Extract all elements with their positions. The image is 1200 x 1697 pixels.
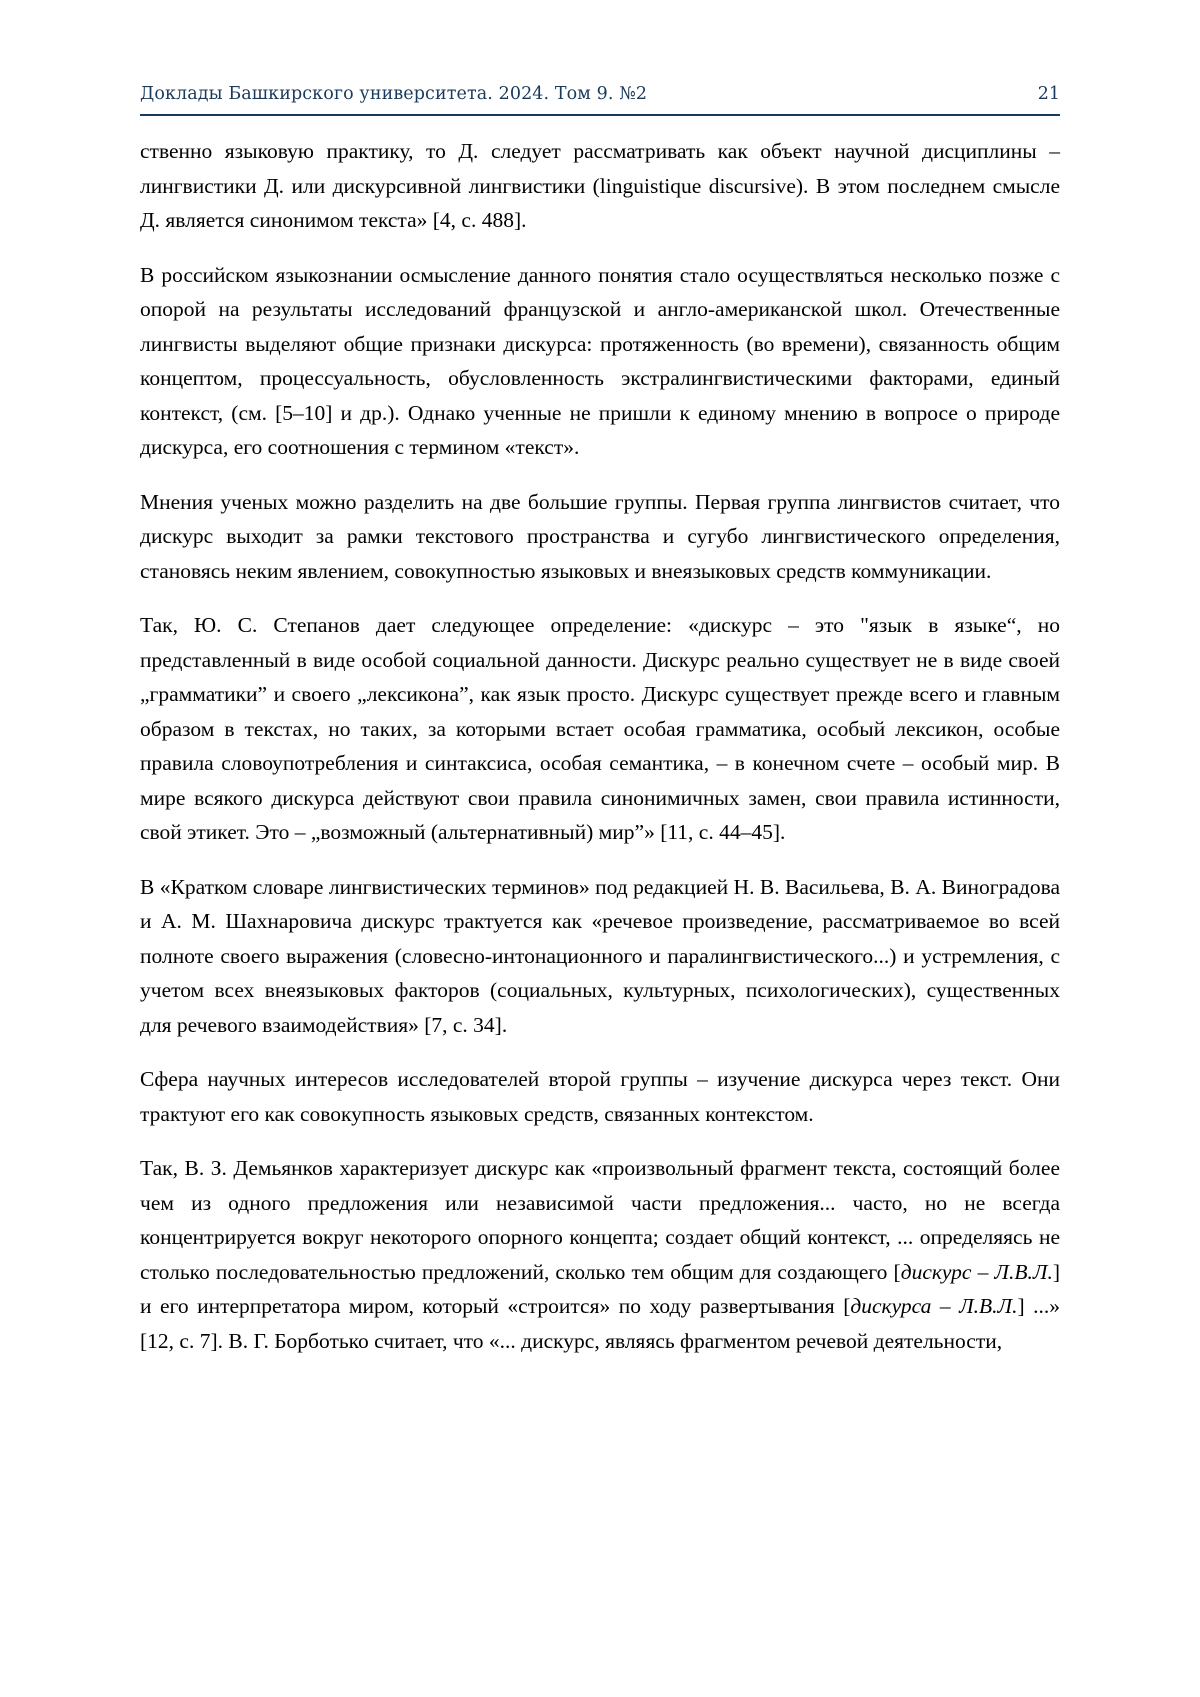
page-number: 21: [1037, 84, 1060, 104]
paragraph: ственно языковую практику, то Д. следует рассматривать как объект научной дисциплины – лингвистики Д. или дискурсивной лингвистики (linguistique discursive). В этом последнем смысле Д. является синонимом текста» [4, с. 488].: [140, 139, 1060, 232]
paragraph: Сфера научных интересов исследователей второй группы – изучение дискурса через текст. Они трактуют его как совокупность языковых средств, связанных контекстом.: [140, 1067, 1060, 1126]
citation-text-part-3: ] ...» [12, с. 7]. В. Г. Борботько считает, что «... дискурс, являясь фрагментом речевой деятельности,: [140, 1294, 1060, 1353]
paragraph: Так, Ю. С. Степанов дает следующее определение: «дискурс – это "язык в языке“, но представленный в виде особой социальной данности. Дискурс реально существует не в виде своей „грамматики” и своего „лексикона”, как язык просто. Дискурс существует прежде всего и главным образом в текстах, но таких, за которыми встает особая грамматика, особый лексикон, особые правила словоупотребления и синтаксиса, особая семантика, – в конечном счете – особый мир. В мире всякого дискурса действуют свои правила синонимичных замен, свои правила истинности, свой этикет. Это – „возможный (альтернативный) мир”» [11, с. 44–45].: [140, 613, 1060, 844]
header-divider: [140, 114, 1060, 116]
journal-title: Доклады Башкирского университета. 2024. Том 9. №2: [140, 84, 648, 104]
page-header: [140, 84, 1060, 104]
citation-attribution-1: дискурс – Л.В.Л.: [900, 1259, 1053, 1284]
paragraph: В «Кратком словаре лингвистических терминов» под редакцией Н. В. Васильева, В. А. Виноградова и А. М. Шахнаровича дискурс трактуется как «речевое произведение, рассматриваемое во всей полноте своего выражения (словесно-интонационного и паралингвистического...) и устремления, с учетом всех внеязыковых факторов (социальных, культурных, психологических), существенных для речевого взаимодействия» [7, с. 34].: [140, 874, 1060, 1037]
citation-text-part-1: Так, В. З. Демьянков характеризует дискурс как «произвольный фрагмент текста, состоящий более чем из одного предложения или независимой части предложения... часто, но не всегда концентрируется вокруг некоторого опорного концепта; создает общий контекст, ... определяясь не столько последовательностью предложений, сколько тем общим для создающего [: [140, 1156, 1060, 1284]
paragraph: Мнения ученых можно разделить на две большие группы. Первая группа лингвистов считает, что дискурс выходит за рамки текстового пространства и сугубо лингвистического определения, становясь неким явлением, совокупностью языковых и внеязыковых средств коммуникации.: [140, 489, 1060, 583]
paragraph: В российском языкознании осмысление данного понятия стало осуществляться несколько позже с опорой на результаты исследований французской и англо-американской школ. Отечественные лингвисты выделяют общие признаки дискурса: протяженность (во времени), связанность общим концептом, процессуальность, обусловленность экстралингвистическими факторами, единый контекст, (см. [5–10] и др.). Однако ученные не пришли к единому мнению в вопросе о природе дискурса, его соотношения с термином «текст».: [140, 262, 1060, 459]
paragraph-with-citation: [140, 1151, 1060, 1358]
citation-attribution-2: дискурса – Л.В.Л.: [850, 1294, 1018, 1318]
article-body: [140, 134, 1060, 1358]
citation-text-part-2: ] и его интерпретатора миром, который «строится» по ходу развертывания [: [140, 1259, 1060, 1318]
